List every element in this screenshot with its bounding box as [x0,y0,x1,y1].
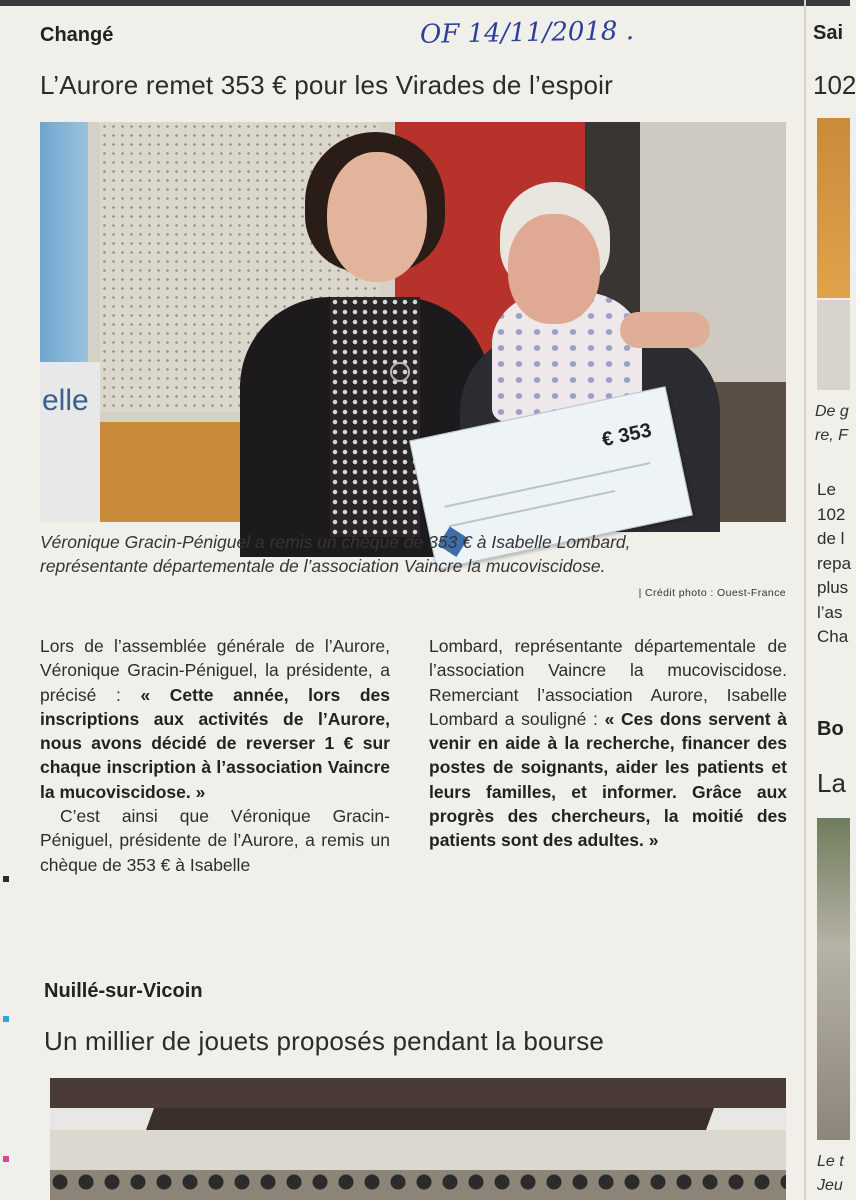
article1-column-1 [40,634,390,877]
cheque-amount: € 353 [599,419,654,452]
col1-quote: « Cette année, lors des inscriptions aux activités de l’Aurore, nous avons décidé de reverser 1 € sur chaque inscription à l’association Vaincre la mucoviscidose. » [40,684,390,802]
article2-section: Nuillé-sur-Vicoin [44,980,203,1002]
right-body-line: Le [817,480,836,499]
article2-headline: Un millier de jouets proposés pendant la bourse [44,1026,605,1056]
right-article-headline: 102 [813,70,856,100]
right-caption-line: re, F [815,427,848,444]
right-body-line: de l [817,529,845,548]
right-article2-photo [817,818,850,1140]
article1-column-2 [429,634,787,853]
photo-credit: | Crédit photo : Ouest-France [638,587,786,599]
margin-mark [3,1156,9,1162]
article1-section: Changé [40,24,114,46]
col2-quote: « Ces dons servent à venir en aide à la recherche, financer des postes de soignants, aider les patients et leurs familles, et informer. Grâce aux progrès des chercheurs, la moitié des patients sont des adultes. » [429,708,787,851]
right-article-body [817,478,851,650]
col1-paragraph-2: C’est ainsi que Véronique Gracin-Péniguel, présidente de l’Aurore, a remis un chèque de 353 € à Isabelle [40,806,390,875]
caption-line-1: Véronique Gracin-Péniguel a remis un chèque de 353 € à Isabelle Lombard, [40,532,631,552]
article1-photo [40,122,786,522]
right-body-line: repa [817,553,852,573]
right-caption2-line: Jeu [817,1177,843,1194]
col2-intro: Lombard, représentante départementale de l’association Vaincre la mucoviscidose. Remerciant l’association Aurore, Isabelle Lombard a souligné : [429,636,787,729]
right-body-line: plus [817,578,849,597]
article1-caption [40,530,786,578]
right-body-line: l’as [817,602,843,622]
right-caption2-line: Le t [817,1153,844,1170]
right-article2-section: Bo [817,718,844,740]
col1-intro: Lors de l’assemblée générale de l’Aurore, Véronique Gracin-Péniguel, la présidente, a précisé : [40,636,390,705]
page-top-edge [0,0,850,6]
article2-photo [50,1078,786,1200]
right-article2-headline: La [817,768,846,798]
right-caption-line: De g [815,403,849,420]
right-body-line: 102 [817,504,846,524]
right-article-photo [817,118,850,298]
article1-headline: L’Aurore remet 353 € pour les Virades de l’espoir [40,70,613,100]
photo-sign-text: elle [42,384,89,417]
handwritten-date-note: OF 14/11/2018 . [419,16,635,50]
column-fold [804,0,806,1200]
right-article2-caption [817,1150,844,1198]
margin-mark [3,876,9,882]
caption-line-2: représentante départementale de l’association Vaincre la mucoviscidose. [40,556,606,576]
right-article-caption [815,400,849,448]
margin-mark [3,1016,9,1022]
right-body-line: Cha [817,627,849,646]
right-article-section: Sai [813,22,844,44]
